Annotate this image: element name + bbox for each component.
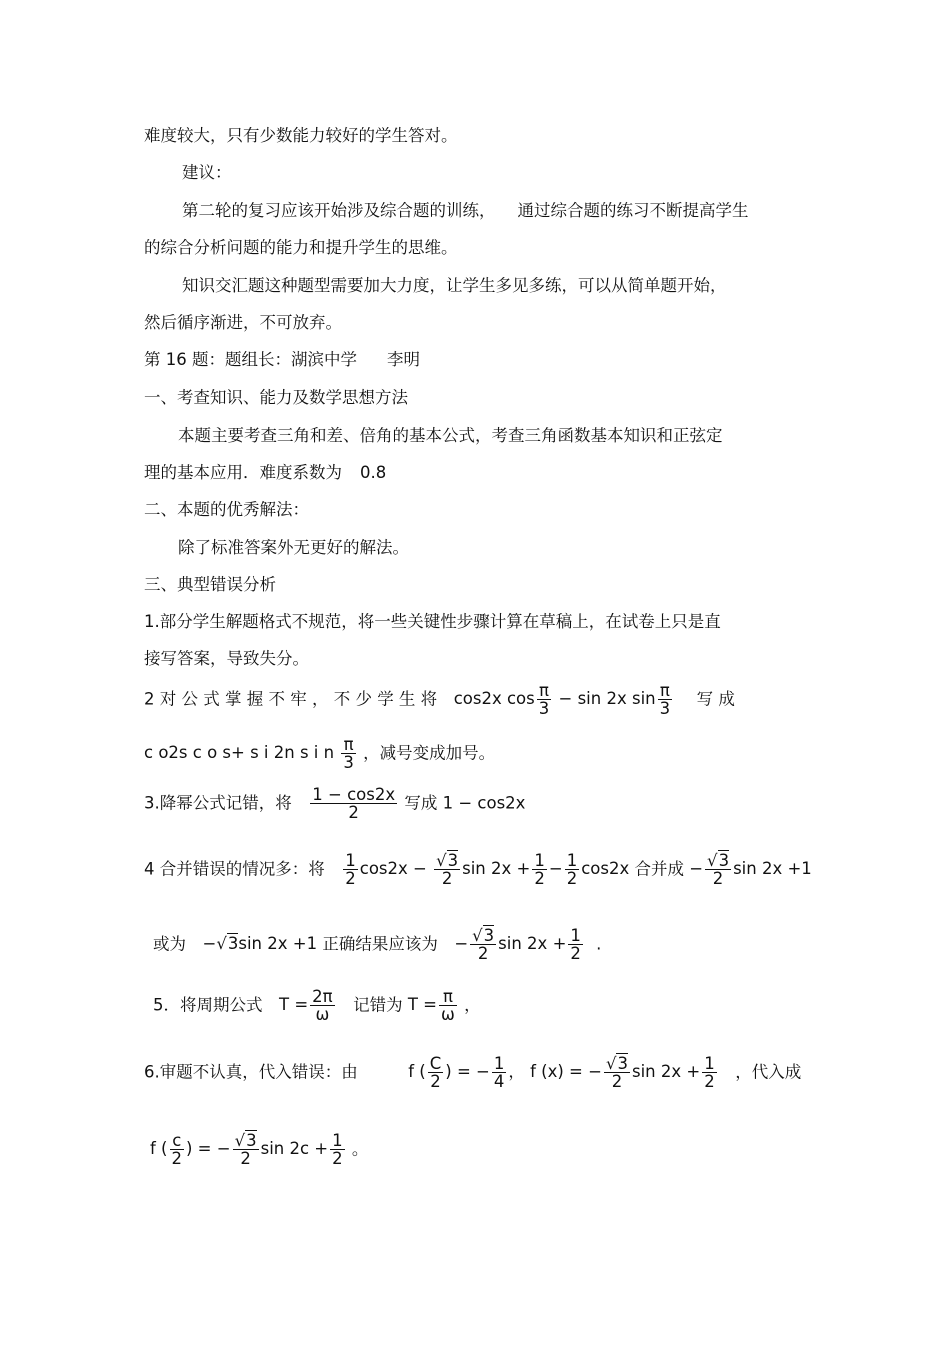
fraction: $\frac{1 - \cos 2x}{2}$	[312, 785, 396, 823]
sqrt-icon: √3	[234, 1131, 257, 1150]
formula-period-wrong: T = $\frac{\pi}{\omega}$	[407, 987, 455, 1025]
fraction: $\frac{1}{2}$	[345, 851, 356, 889]
suggestion-para2-line2: 然后循序渐进，不可放弃。	[144, 313, 342, 332]
fraction: $\frac{√3}{2}$	[472, 926, 495, 964]
error4-line1: 4 合并错误的情况多：将 $\frac{1}{2}$ cos2x − $\frac{√3}{2}$ sin 2x + $\frac{1}{2}$ − $\frac{1}{2}$ cos2x 合并成 − $\frac{√3}{2}$ sin 2x +1	[144, 851, 812, 889]
error3-line: 3.降幂公式记错，将 $\frac{1 - \cos 2x}{2}$ 写成 1 − cos2x	[144, 785, 526, 823]
sqrt-icon: √3	[472, 926, 495, 945]
question16-header: 第 16 题：题组长：湖滨中学 李明	[144, 350, 420, 369]
section3-title: 三、典型错误分析	[144, 575, 276, 594]
fraction: $\frac{√3}{2}$	[707, 851, 730, 889]
fraction: $\frac{1}{2}$	[332, 1131, 343, 1169]
error1-line2: 接写答案，导致失分。	[144, 649, 309, 668]
fraction: $\frac{1}{2}$	[534, 851, 545, 889]
formula-merged-wrong: − $\frac{√3}{2}$ sin 2x +1	[689, 851, 812, 889]
fraction: $\frac{2\pi}{\omega}$	[312, 987, 333, 1025]
fraction: $\frac{√3}{2}$	[605, 1054, 628, 1092]
error6-line2: f ( $\frac{c}{2}$ ) = − $\frac{√3}{2}$ sin 2c + $\frac{1}{2}$ 。	[150, 1131, 369, 1169]
suggestion-para1-line2: 的综合分析问题的能力和提升学生的思维。	[144, 238, 458, 257]
fraction: $\frac{1}{2}$	[704, 1054, 715, 1092]
fraction: $\frac{\pi}{3}$	[538, 681, 550, 719]
fraction: $\frac{1}{2}$	[570, 926, 581, 964]
suggestion-para1-line1: 第二轮的复习应该开始涉及综合题的训练， 通过综合题的练习不断提高学生	[182, 201, 749, 220]
formula-garbled: c o2s c o s+ s i 2n s i n $\frac{\pi}{3}$	[144, 735, 354, 773]
fraction: $\frac{\pi}{\omega}$	[441, 987, 455, 1025]
suggestion-para2-line1: 知识交汇题这种题型需要加大力度，让学生多见多练，可以从简单题开始，	[182, 276, 727, 295]
error2-line2: c o2s c o s+ s i 2n s i n $\frac{\pi}{3}$ ，减号变成加号。	[144, 735, 496, 773]
formula-wrong-substitution: f ( $\frac{c}{2}$ ) = − $\frac{√3}{2}$ sin 2c + $\frac{1}{2}$	[150, 1131, 343, 1169]
fraction: $\frac{c}{2}$	[171, 1131, 182, 1169]
sqrt-icon: √3	[707, 851, 730, 870]
paragraph-intro: 难度较大，只有少数能力较好的学生答对。	[144, 126, 458, 145]
error2-line1: 2 对 公 式 掌 握 不 牢 ， 不 少 学 生 将 cos2x cos $\frac{\pi}{3}$ − sin 2x sin $\frac{\pi}{3}$ 写 成	[144, 681, 735, 719]
sqrt-icon: √3	[436, 851, 459, 870]
section1-para-line2: 理的基本应用．难度系数为 0.8	[144, 463, 387, 482]
fraction: $\frac{\pi}{3}$	[343, 735, 354, 773]
error5-line: 5．将周期公式 T = $\frac{2\pi}{\omega}$ 记错为 T = $\frac{\pi}{\omega}$ ，	[153, 987, 481, 1025]
formula-correct: cos2x cos $\frac{\pi}{3}$ − sin 2x sin $\frac{\pi}{3}$	[453, 681, 671, 719]
sqrt-icon: √3	[216, 934, 239, 954]
section2-title: 二、本题的优秀解法：	[144, 500, 309, 519]
section1-title: 一、考查知识、能力及数学思想方法	[144, 388, 408, 407]
section2-para: 除了标准答案外无更好的解法。	[178, 538, 409, 557]
formula-given: f ( $\frac{C}{2}$ ) = − $\frac{1}{4}$ ， f (x) = − $\frac{√3}{2}$ sin 2x + $\frac{1}{2}$	[408, 1054, 715, 1092]
formula-before-merge: $\frac{1}{2}$ cos2x − $\frac{√3}{2}$ sin 2x + $\frac{1}{2}$ − $\frac{1}{2}$ cos2x	[345, 851, 630, 889]
error4-line2: 或为 −√3sin 2x +1 正确结果应该为 − $\frac{√3}{2}$ sin 2x + $\frac{1}{2}$ .	[153, 926, 602, 964]
suggestion-heading: 建议：	[182, 163, 232, 182]
fraction: $\frac{1}{2}$	[566, 851, 578, 889]
fraction: $\frac{C}{2}$	[429, 1054, 442, 1092]
error1-line1: 1.部分学生解题格式不规范，将一些关键性步骤计算在草稿上，在试卷上只是直	[144, 612, 721, 631]
section1-para-line1: 本题主要考查三角和差、倍角的基本公式，考查三角函数基本知识和正弦定	[178, 426, 723, 445]
fraction: $\frac{1}{4}$	[493, 1054, 505, 1092]
fraction: $\frac{\pi}{3}$	[659, 681, 671, 719]
formula-correct-result: − $\frac{√3}{2}$ sin 2x + $\frac{1}{2}$	[454, 926, 581, 964]
formula-or: −√3sin 2x +1	[202, 934, 318, 954]
formula-period-correct: T = $\frac{2\pi}{\omega}$	[279, 987, 333, 1025]
fraction: $\frac{√3}{2}$	[234, 1131, 257, 1169]
sqrt-icon: √3	[605, 1054, 628, 1073]
fraction: $\frac{√3}{2}$	[436, 851, 459, 889]
error6-line1: 6.审题不认真，代入错误：由 f ( $\frac{C}{2}$ ) = − $\frac{1}{4}$ ， f (x) = − $\frac{√3}{2}$ sin 2x + $\frac{1}{2}$ ，代入成	[144, 1054, 802, 1092]
difficulty-value: 0.8	[360, 463, 387, 482]
